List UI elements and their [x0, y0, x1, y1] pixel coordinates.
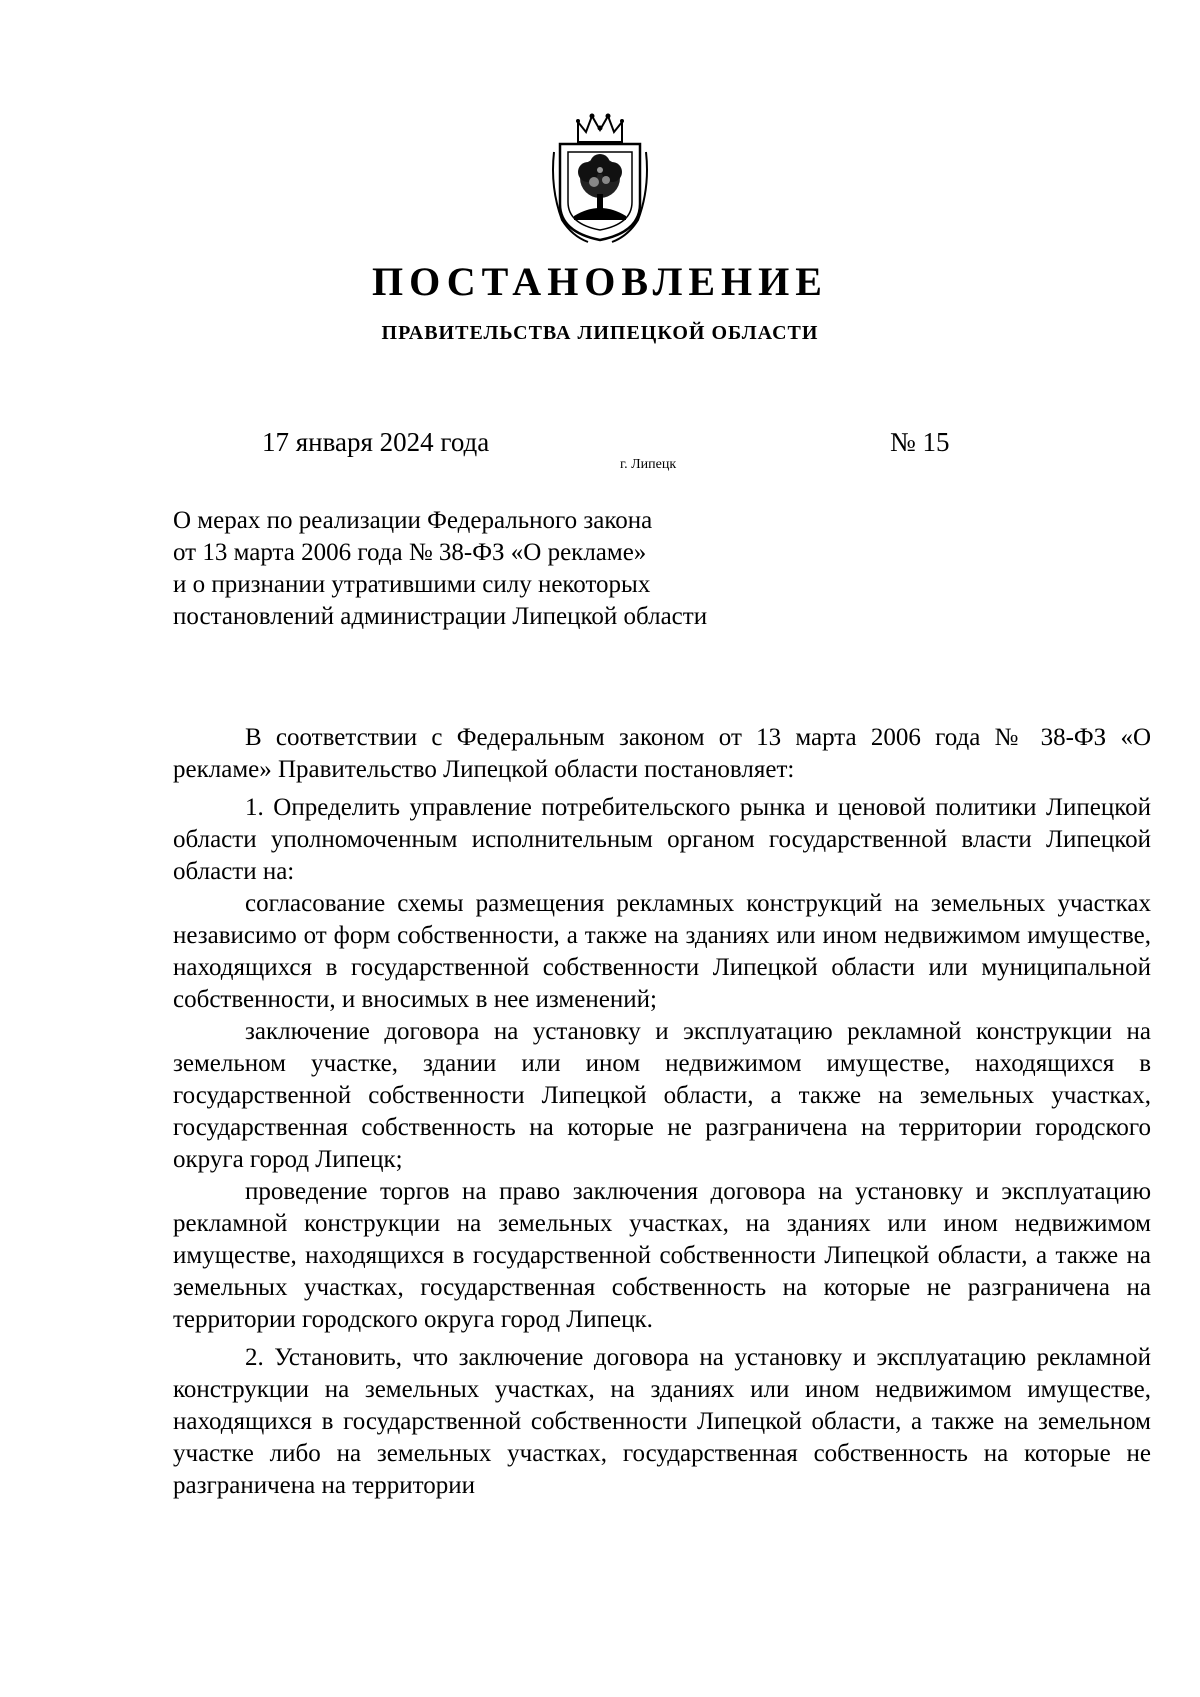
clause-1-item-paragraph: заключение договора на установку и эксплуатацию рекламной конструкции на земельном участке, здании или ином недвижимом имуществе, находящихся в государственной собственности Липецкой области, а также на земельных участках, государственная собственность на которые не разграничена на территории городского округа город Липецк; [173, 1018, 1151, 1173]
document-title: ПОСТАНОВЛЕНИЕ [372, 259, 828, 304]
heading-line: от 13 марта 2006 года № 38-ФЗ «О рекламе» [173, 539, 647, 566]
heading-line: О мерах по реализации Федерального закона [173, 507, 653, 534]
document-heading [173, 505, 873, 633]
lipetsk-coat-of-arms-icon [548, 108, 652, 244]
clause-1-item-paragraph: согласование схемы размещения рекламных конструкций на земельных участках независимо от форм собственности, а также на зданиях или ином недвижимом имуществе, находящихся в государственной собственности Липецкой области или муниципальной собственности, и вносимых в нее изменений; [173, 890, 1151, 1013]
document-date: 17 января 2024 года [262, 427, 490, 457]
clause-1-item-paragraph: проведение торгов на право заключения договора на установку и эксплуатацию рекламной конструкции на земельных участках, на зданиях или ином недвижимом имуществе, находящихся в государственной собственности Липецкой области, а также на земельных участках, государственная собственность на которые не разграничена на территории городского округа город Липецк. [173, 1178, 1151, 1333]
issuing-authority: ПРАВИТЕЛЬСТВА ЛИПЕЦКОЙ ОБЛАСТИ [381, 322, 819, 344]
document-body [173, 722, 1151, 1502]
document-number: № 15 [890, 427, 950, 457]
heading-line: постановлений администрации Липецкой области [173, 603, 708, 630]
clause-2-paragraph: 2. Установить, что заключение договора на установку и эксплуатацию рекламной конструкции на земельных участках, на зданиях или ином недвижимом имуществе, находящихся в государственной собственности Липецкой области, а также на земельном участке либо на земельных участках, государственная собственность на которые не разграничена на территории [173, 1344, 1151, 1499]
preamble-paragraph: В соответствии с Федеральным законом от 13 марта 2006 года № 38-ФЗ «О рекламе» Правительство Липецкой области постановляет: [173, 724, 1151, 783]
document-city: г. Липецк [620, 457, 677, 472]
heading-line: и о признании утратившими силу некоторых [173, 571, 651, 598]
clause-1-paragraph: 1. Определить управление потребительского рынка и ценовой политики Липецкой области уполномоченным исполнительным органом государственной власти Липецкой области на: [173, 794, 1151, 885]
